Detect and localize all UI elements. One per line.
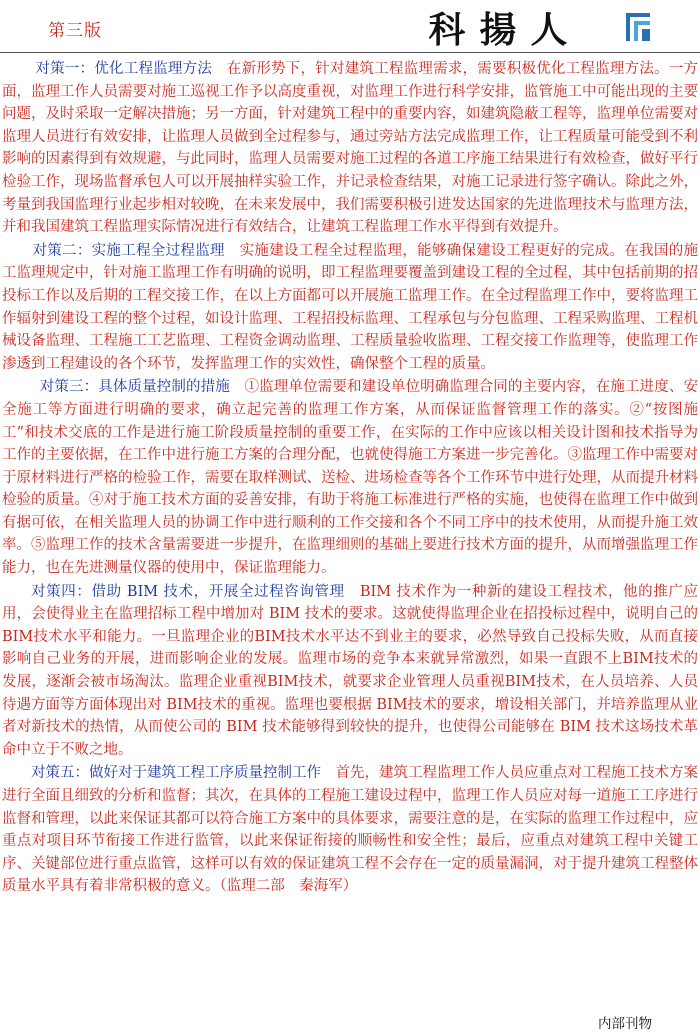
section-paragraph <box>2 240 698 376</box>
section-paragraph <box>2 376 698 579</box>
masthead-title: 科揚人 <box>428 9 582 51</box>
section-heading: 对策二：实施工程全过程监理 <box>32 242 225 259</box>
section-text: BIM 技术作为一种新的建设工程技术，他的推广应用，会使得业主在监理招标工程中增加对 BIM 技术的要求。这就使得监理企业在招投标过程中，说明自己的BIM技术水平和能力。一旦监理企业的BIM技术水平达不到业主的要求，必然导致自己投标失败，从而直接影响自己业务的开展，进而影响企业的发展。监理市场的竞争本来就异常激烈，如果一直跟不上BIM技术的发展，逐渐会被市场淘汰。监理企业重视BIM技术，就要求企业管理人员重视BIM技术，在人员培养、人员待遇方面等方面体现出对 BIM技术的重视。监理也要根据 BIM技术的要求，增设相关部门，并培养监理从业者对新技术的热情，从而使公司的 BIM 技术能够得到较快的提升，也使得公司能够在 BIM 技术这场技术革命中立于不败之地。 <box>2 583 698 758</box>
section-text: ①监理单位需要和建设单位明确监理合同的主要内容，在施工进度、安全施工等方面进行明确的要求，确立起完善的监理工作方案，从而保证监督管理工作的落实。②“按图施工”和技术交底的工作是进行施工阶段质量控制的重要工作，在实际的工作中应该以相关设计图和技术指导为工作的主要依据，在工作中进行施工方案的合理分配，也就使得施工方案进一步完善化。③监理工作中需要对于原材料进行严格的检验工作，需要在取样测试、送检、进场检查等各个工作环节中进行处理，从而提升材料检验的质量。④对于施工技术方面的妥善安排，有助于将施工标准进行严格的实施，也使得在监理工作中做到有据可依，在相关监理人员的协调工作中进行顺利的工作交接和各个不同工序中的技术使用，从而提升施工效率。⑤监理工作的技术含量需要进一步提升，在监理细则的基础上要进行技术方面的提升，从而增强监理工作能力，也在先进测量仪器的使用中，保证监理能力。 <box>2 379 698 577</box>
section-text: 在新形势下，针对建筑工程监理需求，需要积极优化工程监理方法。一方面，监理工作人员需要对施工巡视工作予以高度重视，对监理工作进行科学安排，监管施工中可能出现的主要问题，及时采取一定解决措施；另一方面，针对建筑工程中的重要内容，如建筑隐蔽工程等，监理单位需要对监理人员进行有效安排，让监理人员做到全过程参与，通过旁站方法完成监理工作，让工程质量可能受到不利影响的因素得到有效规避，与此同时，监理人员需要对施工过程的各道工序施工结果进行有效检查，做好平行检验工作，现场监督承包人可以开展抽样实验工作，并记录检查结果，对施工记录进行签字确认。除此之外，考量到我国监理行业起步相对较晚，在未来发展中，我们需要积极引进发达国家的先进监理技术与监理方法，并和我国建筑工程监理实际情况进行有效结合，让建筑工程监理工作水平得到有效提升。 <box>2 61 699 236</box>
section-paragraph <box>2 762 698 898</box>
section-text: 实施建设工程全过程监理，能够确保建设工程更好的完成。在我国的施工监理规定中，针对施工监理工作有明确的说明，即工程监理要覆盖到建设工程的全过程，其中包括前期的招投标工作以及后期的工程交接工作，在以上方面都可以开展施工监理工作。在全过程监理工作中，要将监理工作辐射到建设工程的整个过程，如设计监理、工程招投标监理、工程承包与分包监理、工程采购监理、工程机械设备监理、工程施工工艺监理、工程资金调动监理、工程质量验收监理、工程交接工作监理等，使监理工作渗透到工程建设的各个环节，发挥监理工作的实效性，确保整个工程的质量。 <box>2 242 698 372</box>
edition-label: 第三版 <box>48 21 102 41</box>
footer-label: 内部刊物 <box>598 1016 652 1032</box>
section-paragraph <box>2 58 698 239</box>
header-rule <box>0 52 700 53</box>
page-header <box>0 0 700 52</box>
section-heading: 对策三：具体质量控制的措施 <box>39 379 230 396</box>
section-heading: 对策一：优化工程监理方法 <box>35 61 213 77</box>
section-text: 首先，建筑工程监理工作人员应重点对工程施工技术方案进行全面且细致的分析和监督；其次，在具体的工程施工建设过程中，监理工作人员应对每一道施工工序进行监督和管理，以此来保证其都可以符合施工方案中的具体要求，需要注意的是，在实际的监理工作过程中，应重点对项目环节衔接工作进行监管，以此来保证衔接的顺畅性和安全性；最后，应重点对建筑工程中关键工序、关键部位进行重点监管，这样可以有效的保证建筑工程不会存在一定的质量漏洞，对于提升建筑工程整体质量水平具有着非常积极的意义。（监理二部 秦海军） <box>2 765 698 895</box>
article-body <box>2 58 698 898</box>
company-logo-icon <box>624 11 654 43</box>
section-paragraph <box>2 581 698 762</box>
section-heading: 对策四：借助 BIM 技术，开展全过程咨询管理 <box>31 583 345 600</box>
section-heading: 对策五：做好对于建筑工程工序质量控制工作 <box>31 765 321 782</box>
